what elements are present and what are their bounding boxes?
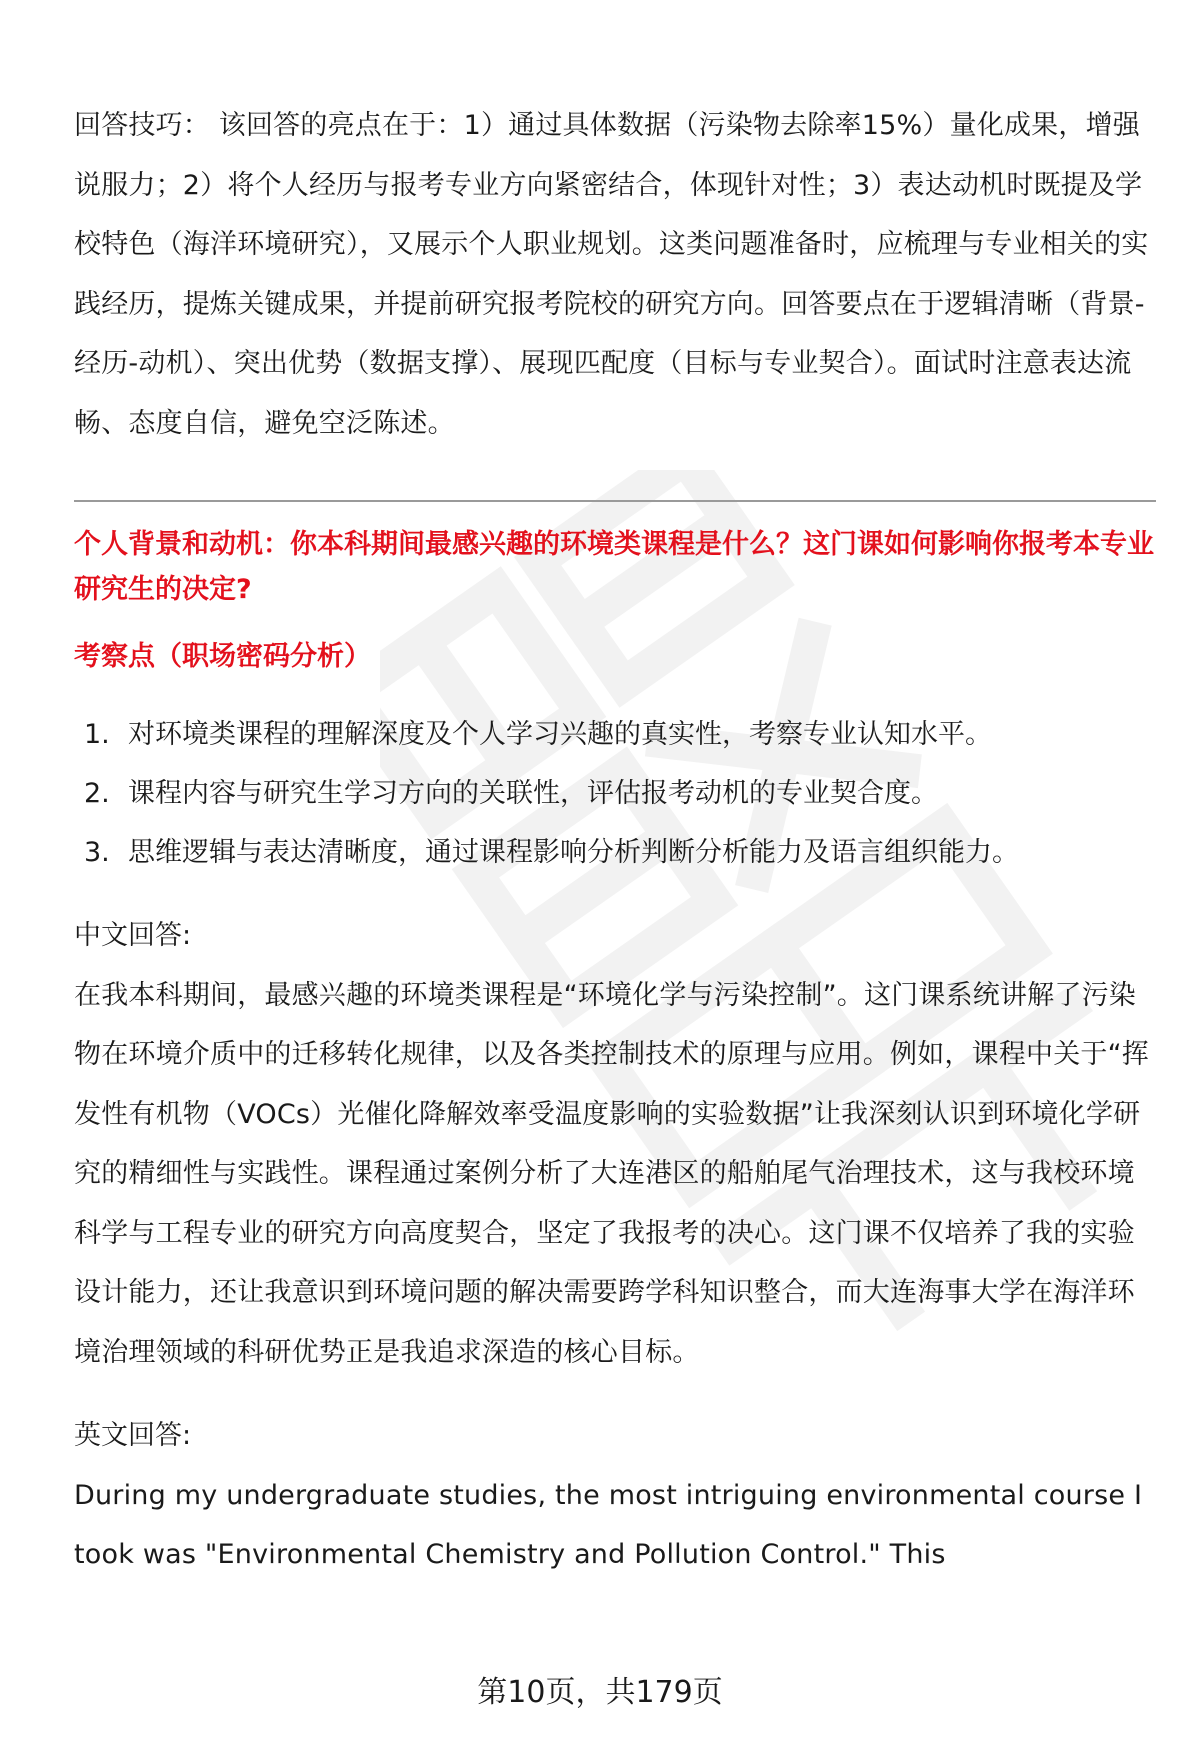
document-page	[74, 96, 1156, 1585]
list-item	[74, 764, 1156, 823]
list-item-text: 对环境类课程的理解深度及个人学习兴趣的真实性，考察专业认知水平。	[128, 719, 992, 750]
chinese-answer-paragraph: 在我本科期间，最感兴趣的环境类课程是“环境化学与污染控制”。这门课系统讲解了污染物在环境介质中的迁移转化规律，以及各类控制技术的原理与应用。例如，课程中关于“挥发性有机物（VOCs）光催化降解效率受温度影响的实验数据”让我深刻认识到环境化学研究的精细性与实践性。课程通过案例分析了大连港区的船舶尾气治理技术，这与我校环境科学与工程专业的研究方向高度契合，坚定了我报考的决心。这门课不仅培养了我的实验设计能力，还让我意识到环境问题的解决需要跨学科知识整合，而大连海事大学在海洋环境治理领域的科研优势正是我追求深造的核心目标。	[74, 979, 1149, 1368]
chinese-answer-label: 中文回答:	[74, 920, 192, 951]
english-answer-paragraph: During my undergraduate studies, the most intriguing environmental course I took was "Environmental Chemistry and Pollution Control." This	[74, 1479, 1143, 1570]
assessment-points-list	[74, 705, 1156, 882]
assessment-points-heading: 考察点（职场密码分析）	[74, 641, 371, 672]
list-item	[74, 823, 1156, 882]
page-number-footer: 第10页，共179页	[477, 1675, 723, 1710]
english-answer-label: 英文回答:	[74, 1420, 192, 1451]
list-item-number: 1.	[84, 719, 110, 750]
list-item	[74, 705, 1156, 764]
section-divider	[74, 500, 1156, 502]
list-item-number: 3.	[84, 837, 110, 868]
question-heading: 个人背景和动机：你本科期间最感兴趣的环境类课程是什么？这门课如何影响你报考本专业研究生的决定?	[74, 529, 1154, 605]
answer-tips-paragraph: 回答技巧： 该回答的亮点在于：1）通过具体数据（污染物去除率15%）量化成果，增强说服力；2）将个人经历与报考专业方向紧密结合，体现针对性；3）表达动机时既提及学校特色（海洋环境研究），又展示个人职业规划。这类问题准备时，应梳理与专业相关的实践经历，提炼关键成果，并提前研究报考院校的研究方向。回答要点在于逻辑清晰（背景-经历-动机）、突出优势（数据支撑）、展现匹配度（目标与专业契合）。面试时注意表达流畅、态度自信，避免空泛陈述。	[74, 110, 1149, 439]
list-item-text: 思维逻辑与表达清晰度，通过课程影响分析判断分析能力及语言组织能力。	[128, 837, 1019, 868]
list-item-text: 课程内容与研究生学习方向的关联性，评估报考动机的专业契合度。	[128, 778, 938, 809]
list-item-number: 2.	[84, 778, 110, 809]
